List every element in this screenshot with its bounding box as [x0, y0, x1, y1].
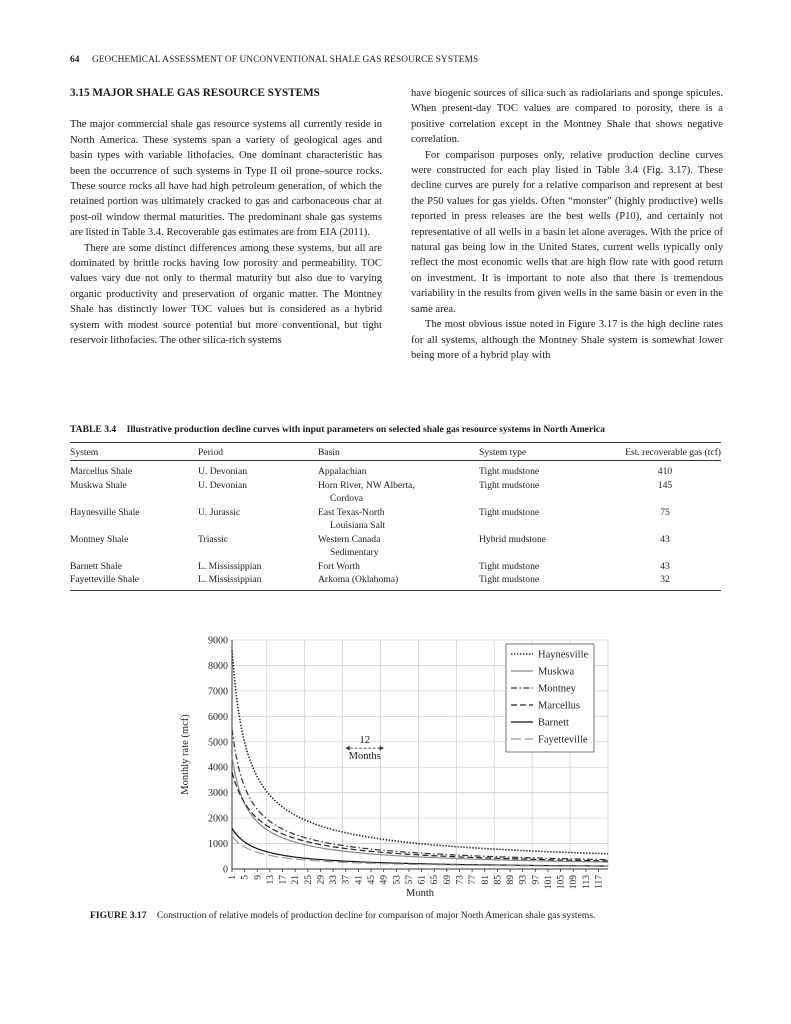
cell-basin-line1: Appalachian: [318, 466, 367, 477]
legend-label-fayetteville: Fayetteville: [538, 734, 588, 746]
cell-basin-line2: Cordova: [330, 493, 364, 504]
cell-basin-line1: Arkoma (Oklahoma): [318, 574, 399, 585]
y-tick-label: 5000: [208, 737, 228, 749]
x-tick-label: 113: [581, 875, 592, 889]
x-tick-label: 77: [468, 875, 479, 885]
paragraph-3: have biogenic sources of silica such as radiolarians and sponge spicules. When present-day TOC values are compared to porosity, there is a positive correlation except in the Montney Shale that shows negative correlation.: [411, 88, 723, 146]
cell-type: Tight mudstone: [479, 466, 540, 477]
figure-label: FIGURE 3.17: [90, 910, 147, 921]
x-tick-label: 69: [442, 875, 453, 885]
x-tick-label: 29: [316, 875, 327, 885]
table-row: [70, 573, 721, 590]
legend-label-muskwa: Muskwa: [538, 666, 575, 678]
x-tick-label: 57: [404, 875, 415, 885]
cell-period: U. Devonian: [198, 479, 248, 491]
cell-gas: 75: [660, 506, 670, 518]
y-tick-label: 6000: [208, 711, 228, 723]
section-title: 3.15 MAJOR SHALE GAS RESOURCE SYSTEMS: [70, 87, 320, 99]
figure-caption-text: Construction of relative models of production decline for comparison of major North American shale gas systems.: [156, 910, 596, 921]
cell-period: L. Mississippian: [198, 573, 318, 590]
x-tick-label: 105: [556, 875, 567, 890]
cell-gas: 145: [657, 479, 673, 491]
cell-basin: [318, 461, 479, 479]
cell-basin-line2: Sedimentary: [330, 547, 379, 558]
cell-period: U. Jurassic: [198, 506, 241, 518]
right-column: [411, 86, 723, 363]
x-tick-label: 89: [506, 875, 517, 885]
left-column: [70, 86, 382, 349]
cell-gas: 43: [660, 560, 670, 572]
header-recoverable-gas: Est. recoverable gas (tcf): [609, 443, 721, 461]
cell-system: Montney Shale: [70, 533, 129, 545]
cell-basin: [318, 506, 479, 533]
cell-gas: 410: [657, 466, 673, 477]
cell-period: L. Mississippian: [198, 560, 262, 572]
y-tick-label: 8000: [208, 660, 228, 672]
header-basin: Basin: [318, 443, 479, 461]
x-tick-label: 73: [455, 875, 466, 885]
x-tick-label: 101: [543, 875, 554, 890]
header-system-type: System type: [479, 443, 609, 461]
x-tick-label: 81: [480, 875, 491, 885]
table-row: [70, 560, 721, 574]
running-header: [70, 55, 720, 65]
legend-label-montney: Montney: [538, 683, 576, 695]
cell-period: Triassic: [198, 533, 229, 545]
table-title: Illustrative production decline curves with input parameters on selected shale gas resource systems in North America: [126, 424, 605, 435]
table-header-row: [70, 443, 721, 461]
figure-caption: [90, 910, 595, 921]
cell-basin-line1: Horn River, NW Alberta,: [318, 479, 415, 491]
x-tick-label: 49: [379, 875, 390, 885]
table-row: [70, 479, 721, 506]
running-title: GEOCHEMICAL ASSESSMENT OF UNCONVENTIONAL SHALE GAS RESOURCE SYSTEMS: [91, 55, 479, 65]
x-tick-label: 1: [228, 875, 238, 880]
cell-gas: 32: [609, 573, 721, 590]
y-tick-label: 0: [223, 864, 228, 876]
y-tick-label: 7000: [208, 686, 228, 698]
cell-basin: [318, 560, 479, 574]
y-tick-label: 4000: [208, 762, 228, 774]
shale-systems-table: [70, 442, 721, 591]
cell-basin-line1: Fort Worth: [318, 560, 360, 572]
paragraph-5: The most obvious issue noted in Figure 3.17 is the high decline rates for all systems, although the Montney Shale system is somewhat lower being more of a hybrid play with: [411, 319, 723, 361]
paragraph-4: For comparison purposes only, relative production decline curves were constructed for each play listed in Table 3.4 (Fig. 3.17). These decline curves are purely for a relative comparison and represent at best the P50 values for gas yields. Often “monster” (highly productive) wells reported in press releases are the best wells (P10), and certainly not representative of all wells in a basin let alone averages. With the price of natural gas being low in the United States, current wells typically only reflect the most economic wells that are high flow rate with good return on investment. It is important to note also that there is tremendous variability in the results from given wells in the same basin or even in the same area.: [411, 149, 723, 315]
y-tick-label: 9000: [208, 635, 228, 647]
paragraph-1: The major commercial shale gas resource systems all currently reside in North America. These systems span a variety of geological ages and basin types with variable lithofacies. One dominant characteristic has been the occurrence of such systems in Type II oil prone–source rocks. These source rocks all have had high petroleum generation, of which the retained portion was ultimately cracked to gas and carbonaceous char at post-oil window thermal maturities. The predominant shale gas systems are listed in Table 3.4. Recoverable gas estimates are from EIA (2011).: [70, 119, 382, 239]
cell-system: Haynesville Shale: [70, 506, 140, 518]
y-axis-title: Monthly rate (mcf): [180, 714, 191, 795]
cell-system: Barnett Shale: [70, 560, 122, 572]
x-tick-label: 37: [341, 875, 352, 885]
cell-type: Tight mudstone: [479, 573, 609, 590]
paragraph-2: There are some distinct differences among these systems, but all are dominated by brittle rocks having low porosity and permeability. TOC values vary due not only to thermal maturity but also due to varying organic productivity and preservation of organic matter. The Montney Shale has distinctly lower TOC values but is considered as a hybrid system with modest source potential but more conventional, but tight reservoir lithofacies. The other silica-rich systems: [70, 242, 382, 347]
x-tick-label: 21: [291, 875, 302, 885]
x-tick-label: 61: [417, 875, 428, 885]
header-system: System: [70, 443, 198, 461]
header-period: Period: [198, 443, 318, 461]
legend-label-haynesville: Haynesville: [538, 649, 589, 661]
page-number: 64: [70, 55, 80, 65]
x-tick-label: 13: [265, 875, 276, 885]
production-decline-chart: [176, 630, 616, 902]
legend-label-marcellus: Marcellus: [538, 700, 580, 712]
table-row: [70, 533, 721, 560]
x-tick-label: 25: [303, 875, 314, 885]
x-tick-label: 5: [240, 875, 251, 880]
x-tick-label: 109: [569, 875, 580, 890]
cell-basin: [318, 573, 479, 590]
x-tick-label: 45: [367, 875, 378, 885]
x-axis-title: Month: [405, 888, 435, 899]
table-caption: [70, 424, 730, 435]
cell-type: Hybrid mudstone: [479, 533, 546, 545]
cell-system: Fayetteville Shale: [70, 573, 198, 590]
x-tick-label: 85: [493, 875, 504, 885]
cell-gas: 43: [660, 533, 670, 545]
legend-label-barnett: Barnett: [538, 717, 569, 729]
annotation-label-top: 12: [359, 735, 370, 747]
y-tick-label: 1000: [208, 839, 228, 851]
cell-type: Tight mudstone: [479, 479, 540, 491]
x-tick-label: 93: [518, 875, 529, 885]
x-tick-label: 33: [329, 875, 340, 885]
table-row: [70, 461, 721, 479]
cell-type: Tight mudstone: [479, 560, 540, 572]
y-tick-label: 3000: [208, 788, 228, 800]
x-tick-label: 97: [531, 875, 542, 885]
x-tick-label: 117: [594, 875, 605, 889]
cell-basin-line1: Western Canada: [318, 533, 381, 545]
cell-basin-line2: Louisiana Salt: [330, 520, 386, 531]
x-tick-label: 17: [278, 875, 289, 885]
y-tick-label: 2000: [208, 813, 228, 825]
annotation-label-bottom: Months: [348, 751, 381, 763]
x-tick-label: 41: [354, 875, 365, 885]
cell-system: Muskwa Shale: [70, 479, 127, 491]
cell-basin-line1: East Texas-North: [318, 506, 385, 518]
table-label: TABLE 3.4: [70, 424, 117, 435]
cell-system: Marcellus Shale: [70, 466, 133, 477]
cell-period: U. Devonian: [198, 466, 248, 477]
table-row: [70, 506, 721, 533]
cell-basin: [318, 479, 479, 506]
x-tick-label: 65: [430, 875, 441, 885]
cell-type: Tight mudstone: [479, 506, 540, 518]
cell-basin: [318, 533, 479, 560]
x-tick-label: 9: [253, 875, 264, 880]
x-tick-label: 53: [392, 875, 403, 885]
